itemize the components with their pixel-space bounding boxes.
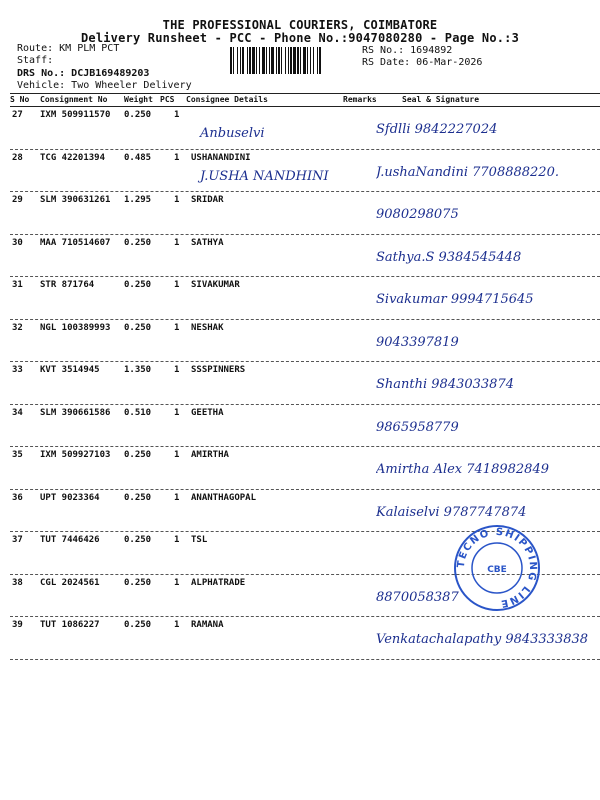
header-top-rule [10,93,600,94]
stamp-center-text: CBE [487,565,507,575]
row-sno: 28 [12,152,23,163]
col-sno: S No [10,95,30,104]
weight-value: 0.250 [124,280,152,290]
pieces-count: 1 [174,195,180,205]
consignment-number: UPT 9023364 [40,492,100,503]
consignee-name: RAMANA [191,620,224,630]
barcode-bar [303,47,306,74]
barcode-bar [288,47,289,74]
row-sno: 29 [12,195,23,205]
consignment-number: NGL 100389993 [40,322,111,333]
barcode-bar [300,47,301,74]
handwritten-signature: 9043397819 [376,334,459,350]
consignee-name: NESHAK [191,322,224,333]
consignee-name: AMIRTHA [191,450,229,460]
stamp-ring-text: TECNO SHIPPING LINE [455,526,539,610]
barcode-bar [259,47,260,74]
consignment-number: TCG 42201394 [40,152,106,163]
weight-value: 0.250 [124,492,152,503]
table-row [10,405,600,448]
row-sno: 36 [12,492,23,503]
weight-value: 0.250 [124,577,152,588]
barcode-bar [290,47,292,74]
weight-value: 1.350 [124,365,152,375]
row-sno: 30 [12,237,23,248]
consignment-number: SLM 390631261 [40,195,111,205]
handwritten-signature: Kalaiselvi 9787747874 [376,504,527,520]
handwritten-signature: Sivakumar 9994715645 [376,292,534,307]
row-sno: 34 [12,407,23,418]
consignment-number: CGL 2024561 [40,577,100,588]
barcode-bar [237,47,238,74]
barcode-image [230,47,360,74]
weight-value: 0.510 [124,407,152,418]
consignment-number: IXM 509927103 [40,450,111,460]
handwritten-signature: 8870058387 [376,589,459,605]
pieces-count: 1 [174,620,180,630]
handwritten-name: Anbuselvi [200,126,265,141]
table-row [10,150,600,193]
company-title: THE PROFESSIONAL COURIERS, COIMBATORE [162,18,438,32]
row-divider [10,659,600,660]
table-row [10,617,600,660]
row-sno: 37 [12,535,23,545]
rs-number: RS No.: 1694892 [362,45,453,56]
barcode-bar [281,47,282,74]
table-row [10,107,600,150]
barcode-bar [310,47,311,74]
barcode-bar [269,47,270,74]
barcode-bar [317,47,318,74]
barcode-bar [230,47,232,74]
table-header [10,95,600,106]
col-pcs: PCS [160,95,175,104]
consignment-number: STR 871764 [40,280,95,290]
consignee-name: SRIDAR [191,195,224,205]
consignee-name: USHANANDINI [191,152,251,163]
route-label: Route: KM PLM PCT [17,43,120,54]
consignment-number: TUT 7446426 [40,535,100,545]
col-seal: Seal & Signature [402,95,480,104]
consignee-name: TSL [191,535,208,545]
barcode-bar [233,47,234,74]
consignment-number: SLM 390661586 [40,407,111,418]
barcode-bar [271,47,274,74]
table-row [10,192,600,235]
weight-value: 0.250 [124,535,152,545]
table-row [10,320,600,363]
barcode-bar [252,47,255,74]
barcode-bar [297,47,299,74]
weight-value: 0.250 [124,322,152,333]
pieces-count: 1 [174,577,180,588]
handwritten-signature: 9865958779 [376,419,459,435]
pieces-count: 1 [174,407,180,418]
weight-value: 0.485 [124,152,152,163]
consignee-name: SIVAKUMAR [191,280,240,290]
table-row [10,447,600,490]
barcode-bar [266,47,267,74]
barcode-bar [319,47,321,74]
consignment-number: MAA 710514607 [40,237,111,248]
consignee-name: SATHYA [191,237,224,248]
col-consignee: Consignee Details [186,95,268,104]
col-consignment: Consignment No [40,95,108,104]
runsheet-subtitle: Delivery Runsheet - PCC - Phone No.:9047080280 - Page No.:3 [80,31,520,45]
consignee-name: SSSPINNERS [191,365,246,375]
barcode-bar [307,47,308,74]
pieces-count: 1 [174,535,180,545]
consignment-number: TUT 1086227 [40,620,100,630]
col-remarks: Remarks [343,95,377,104]
barcode-bar [256,47,257,74]
row-sno: 31 [12,280,23,290]
barcode-bar [278,47,280,74]
handwritten-name: J.USHA NANDHINI [200,168,329,184]
consignment-number: KVT 3514945 [40,365,100,375]
table-row [10,362,600,405]
row-sno: 38 [12,577,23,588]
pieces-count: 1 [174,450,180,460]
row-sno: 35 [12,450,23,460]
handwritten-signature: Sfdlli 9842227024 [376,122,498,137]
table-row [10,277,600,320]
barcode-bar [276,47,277,74]
barcode-bar [240,47,241,74]
pieces-count: 1 [174,365,180,375]
weight-value: 0.250 [124,450,152,460]
row-sno: 39 [12,620,23,630]
barcode-bar [293,47,296,74]
row-sno: 27 [12,110,23,120]
weight-value: 1.295 [124,195,152,205]
pieces-count: 1 [174,110,180,120]
consignee-name: GEETHA [191,407,224,418]
pieces-count: 1 [174,280,180,290]
barcode-bar [285,47,286,74]
weight-value: 0.250 [124,237,152,248]
row-sno: 32 [12,322,23,333]
vehicle-label: Vehicle: Two Wheeler Delivery [17,80,192,91]
pieces-count: 1 [174,152,180,163]
consignee-name: ALPHATRADE [191,577,246,588]
table-row [10,235,600,278]
rs-date: RS Date: 06-Mar-2026 [362,57,483,68]
handwritten-signature: 9080298075 [376,207,459,222]
col-weight: Weight [124,95,153,104]
company-seal-stamp [453,524,541,612]
consignee-name: ANANTHAGOPAL [191,492,257,503]
weight-value: 0.250 [124,110,152,120]
handwritten-signature: Venkatachalapathy 9843333838 [376,632,589,647]
pieces-count: 1 [174,492,180,503]
handwritten-signature: Amirtha Alex 7418982849 [376,462,549,477]
weight-value: 0.250 [124,620,152,630]
pieces-count: 1 [174,237,180,248]
drs-number: DRS No.: DCJB169489203 [17,68,150,79]
barcode-bar [242,47,244,74]
handwritten-signature: Shanthi 9843033874 [376,377,514,392]
handwritten-signature: Sathya.S 9384545448 [376,249,522,265]
consignment-number: IXM 509911570 [40,110,111,120]
pieces-count: 1 [174,322,180,333]
handwritten-signature: J.ushaNandini 7708888220. [376,164,559,180]
barcode-bar [247,47,248,74]
row-sno: 33 [12,365,23,375]
staff-label: Staff: [17,55,54,66]
barcode-bar [313,47,314,74]
barcode-bar [262,47,265,74]
barcode-bar [249,47,251,74]
